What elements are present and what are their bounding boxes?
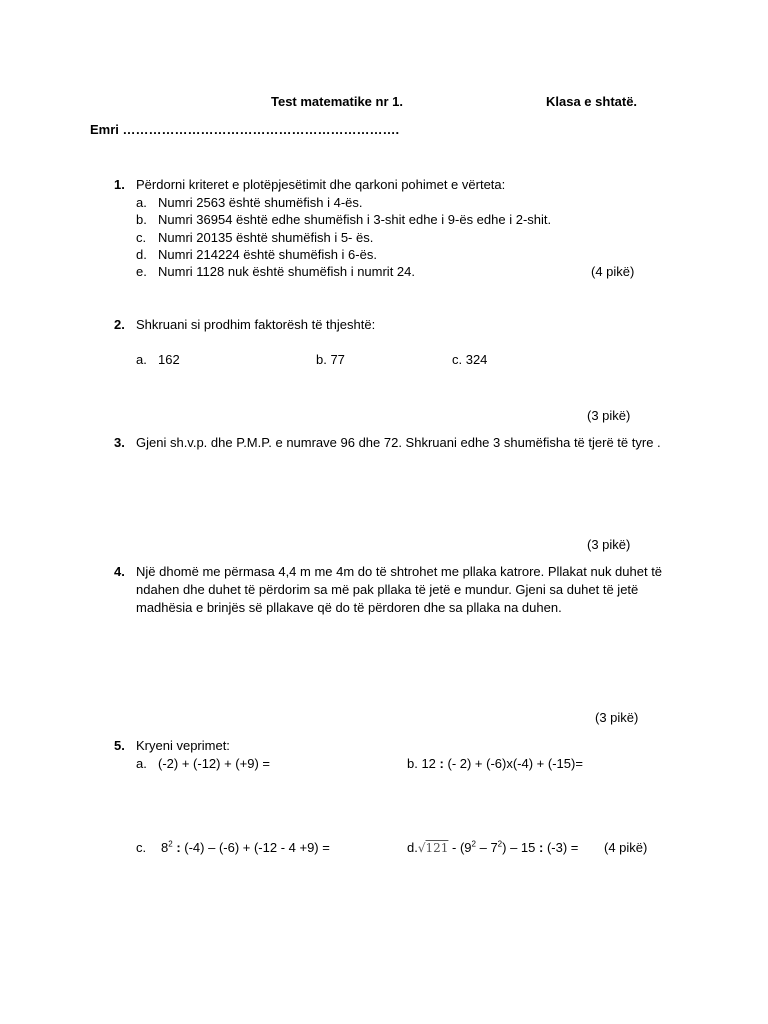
q2-points: (3 pikë) xyxy=(587,408,631,423)
q1-item-a: Numri 2563 është shumëfish i 4-ës. xyxy=(158,195,363,210)
q1-item-d-letter: d. xyxy=(136,247,147,262)
q1-item-e: Numri 1128 nuk është shumëfish i numrit 24. xyxy=(158,264,415,279)
question-3-number: 3. xyxy=(114,435,125,450)
q1-item-c: Numri 20135 është shumëfish i 5- ës. xyxy=(158,230,374,245)
question-2-number: 2. xyxy=(114,317,125,332)
q1-item-b-letter: b. xyxy=(136,212,147,227)
question-3-text: Gjeni sh.v.p. dhe P.M.P. e numrave 96 dhe 72. Shkruani edhe 3 shumëfisha të tjerë të tyre . xyxy=(136,435,661,450)
q5-d-colon: : xyxy=(538,840,544,855)
question-4-text: Një dhomë me përmasa 4,4 m me 4m do të shtrohet me pllaka katrore. Pllakat nuk duhet të ndahen dhe duhet të përdorim sa më pak pllaka të jetë e mundur. Gjeni sa duhet të jetë madhësia e brinjës së pllakave që do të përdoren dhe sa pllaka na duhen. xyxy=(136,564,663,615)
q5-item-c-letter: c. xyxy=(136,840,147,855)
q1-item-a-letter: a. xyxy=(136,195,147,210)
q5-d-exp1: 2 xyxy=(471,839,476,849)
q5-d-exp2: 2 xyxy=(497,839,503,849)
q1-item-e-letter: e. xyxy=(136,264,147,279)
q2-item-c: c. 324 xyxy=(452,352,488,367)
class-label: Klasa e shtatë. xyxy=(546,94,638,109)
q5-d-radicand: 121 xyxy=(425,841,449,855)
q5-points: (4 pikë) xyxy=(604,840,648,855)
q5-d-letter: d. xyxy=(407,840,418,855)
q5-item-a: (-2) + (-12) + (+9) = xyxy=(158,756,270,771)
q2-item-a-letter: a. xyxy=(136,352,147,367)
q5-c-exponent: 2 xyxy=(168,839,173,849)
q5-b-prefix: b. 12 xyxy=(407,756,440,771)
q5-c-rest: (-4) – (-6) + (-12 - 4 +9) = xyxy=(180,840,330,855)
q3-points: (3 pikë) xyxy=(587,537,631,552)
q1-item-c-letter: c. xyxy=(136,230,147,245)
question-4-number: 4. xyxy=(114,564,125,579)
q5-d-part3: ) – 15 xyxy=(502,840,539,855)
q5-c-base: 8 xyxy=(161,840,169,855)
q5-d-part4: (-3) = xyxy=(543,840,579,855)
q5-d-part2: – 7 xyxy=(475,840,498,855)
q5-b-colon: : xyxy=(439,756,444,771)
name-line: Emri ………………………………………………………. xyxy=(90,122,400,137)
q1-item-b: Numri 36954 është edhe shumëfish i 3-shit edhe i 9-ës edhe i 2-shit. xyxy=(158,212,552,227)
square-root-sign: √121 xyxy=(417,841,449,855)
q2-item-a: 162 xyxy=(158,352,180,367)
q5-item-a-letter: a. xyxy=(136,756,147,771)
q5-c-colon: : xyxy=(176,840,181,855)
q5-item-c xyxy=(161,839,330,856)
q5-b-rest: (- 2) + (-6)x(-4) + (-15)= xyxy=(443,756,583,771)
question-5-text: Kryeni veprimet: xyxy=(136,738,230,753)
q5-item-b xyxy=(407,755,583,772)
test-title: Test matematike nr 1. xyxy=(271,94,403,109)
question-2-text: Shkruani si prodhim faktorësh të thjeshtë: xyxy=(136,317,376,332)
q1-points: (4 pikë) xyxy=(591,264,635,279)
question-1-text: Përdorni kriteret e plotëpjesëtimit dhe qarkoni pohimet e vërteta: xyxy=(136,177,506,192)
q2-item-b: b. 77 xyxy=(316,352,345,367)
q5-item-d xyxy=(407,839,578,857)
q4-points: (3 pikë) xyxy=(595,710,639,725)
q1-item-d: Numri 214224 është shumëfish i 6-ës. xyxy=(158,247,377,262)
question-1-number: 1. xyxy=(114,177,125,192)
question-5-number: 5. xyxy=(114,738,125,753)
q5-d-part1: - (9 xyxy=(448,840,472,855)
